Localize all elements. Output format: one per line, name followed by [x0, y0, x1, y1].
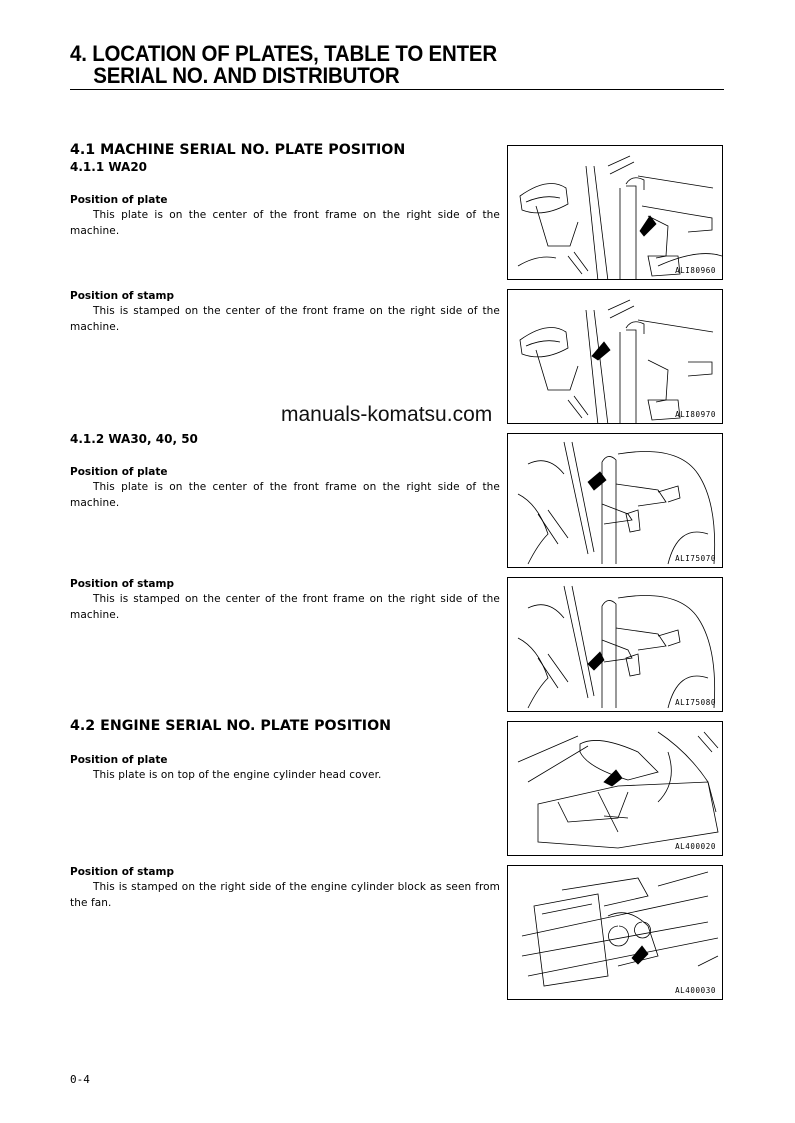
figure-wa20-stamp: [507, 289, 723, 424]
figure-wa30-plate: [507, 433, 723, 568]
subsection-heading-4-1-1: 4.1.1 WA20: [70, 160, 148, 174]
figure-wa30-stamp: [507, 577, 723, 712]
figure-code: ALI75080: [675, 698, 716, 707]
figure-engine-stamp: [507, 865, 723, 1000]
label-position-of-stamp: Position of stamp: [70, 866, 174, 878]
figure-code: ALI75070: [675, 554, 716, 563]
label-position-of-stamp: Position of stamp: [70, 578, 174, 590]
figure-wa20-plate: [507, 145, 723, 280]
label-position-of-plate: Position of plate: [70, 754, 168, 766]
page-title-line-2: SERIAL NO. AND DISTRIBUTOR: [93, 63, 400, 88]
paragraph-stamp-position: This is stamped on the right side of the engine cylinder block as seen from the fan.: [70, 881, 500, 909]
subsection-heading-4-1-2: 4.1.2 WA30, 40, 50: [70, 432, 198, 446]
paragraph-stamp-position: This is stamped on the center of the front frame on the right side of the machine.: [70, 593, 500, 621]
page-number: 0-4: [70, 1073, 90, 1086]
wa20-cab-illustration-icon: [508, 146, 723, 280]
figure-code: ALI80960: [675, 266, 716, 275]
label-position-of-plate: Position of plate: [70, 466, 168, 478]
label-position-of-stamp: Position of stamp: [70, 290, 174, 302]
paragraph-plate-position: This plate is on the center of the front frame on the right side of the machine.: [70, 209, 500, 237]
figure-code: AL400030: [675, 986, 716, 995]
figure-code: AL400020: [675, 842, 716, 851]
section-heading-4-2: 4.2 ENGINE SERIAL NO. PLATE POSITION: [70, 718, 392, 734]
section-heading-4-1: 4.1 MACHINE SERIAL NO. PLATE POSITION: [70, 142, 406, 158]
figure-code: ALI80970: [675, 410, 716, 419]
engine-illustration-icon: [508, 722, 723, 856]
figure-engine-plate: [507, 721, 723, 856]
wa30-frame-illustration-icon: [508, 578, 723, 712]
wa30-frame-illustration-icon: [508, 434, 723, 568]
paragraph-plate-position: This plate is on the center of the front frame on the right side of the machine.: [70, 481, 500, 509]
paragraph-stamp-position: This is stamped on the center of the front frame on the right side of the machine.: [70, 305, 500, 333]
label-position-of-plate: Position of plate: [70, 194, 168, 206]
engine-illustration-icon: [508, 866, 723, 1000]
paragraph-plate-position: This plate is on top of the engine cylinder head cover.: [93, 769, 382, 781]
watermark-text: manuals-komatsu.com: [281, 403, 493, 426]
title-underline: [70, 89, 724, 90]
wa20-cab-illustration-icon: [508, 290, 723, 424]
page-title-line-1: 4. LOCATION OF PLATES, TABLE TO ENTER: [70, 41, 497, 66]
page-title: [70, 43, 497, 87]
